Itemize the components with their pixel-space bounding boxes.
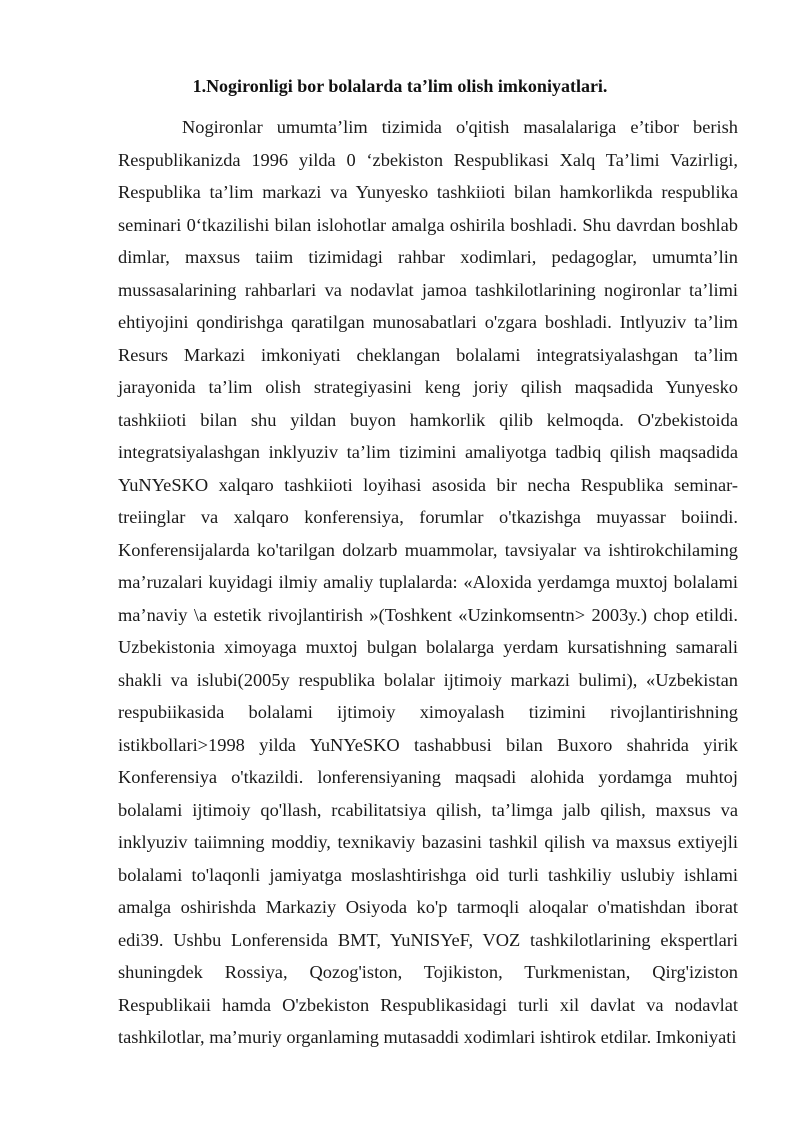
section-heading: 1.Nogironligi bor bolalarda ta’lim olish imkoniyatlari. <box>192 76 608 96</box>
body-paragraph: Nogironlar umumta’lim tizimida o'qitish masalalariga e’tibor berish Respublikanizda 1996 yilda 0 ‘zbekiston Respublikasi Xalq Ta’limi Vazirligi, Respublika ta’lim markazi va Yunyesko tashkiioti bilan hamkorlikda respublika seminari 0‘tkazilishi bilan islohotlar amalga oshirila boshladi. Shu davrdan boshlab dimlar, maxsus taiim tizimidagi rahbar xodimlari, pedagoglar, umumta’lin mussasalarining rahbarlari va nodavlat jamoa tashkilotlarining nogironlar ta’limi ehtiyojini qondirishga qaratilgan munosabatlari o'zgara boshladi. Intlyuziv ta’lim Resurs Markazi imkoniyati cheklangan bolalami integratsiyalashgan ta’lim jarayonida ta’lim olish strategiyasini keng joriy qilish maqsadida Yunyesko tashkiioti bilan shu yildan buyon hamkorlik qilib kelmoqda. O'zbekistoida integratsiyalashgan inklyuziv ta’lim tizimini amaliyotga tadbiq qilish maqsadida YuNYeSKO xalqaro tashkiioti loyihasi asosida bir necha Respublika seminar-treiinglar va xalqaro konferensiya, forumlar o'tkazishga muyassar boiindi. Konferensijalarda ko'tarilgan dolzarb muammolar, tavsiyalar va ishtirokchilaming ma’ruzalari kuyidagi ilmiy amaliy tuplalarda: «Aloxida yerdamga muxtoj bolalami ma’naviy \a estetik rivojlantirish »(Toshkent «Uzinkomsentn> 2003y.) chop etildi. Uzbekistonia ximoyaga muxtoj bulgan bolalarga yerdam kursatishning samarali shakli va islubi(2005y respublika bolalar ijtimoiy markazi bulimi), «Uzbekistan respubiikasida bolalami ijtimoiy ximoyalash tizimini rivojlantirishning istikbollari>1998 yilda YuNYeSKO tashabbusi bilan Buxoro shahrida yirik Konferensiya o'tkazildi. lonferensiyaning maqsadi alohida yordamga muhtoj bolalami ijtimoiy qo'llash, rcabilitatsiya qilish, ta’limga jalb qilish, maxsus va inklyuziv taiimning moddiy, texnikaviy bazasini tashkil qilish va maxsus extiyejli bolalami to'laqonli jamiyatga moslashtirishga oid turli tashkiliy uslubiy ishlami amalga oshirishda Markaziy Osiyoda ko'p tarmoqli aloqalar o'matishdan iborat edi39. Ushbu Lonferensida BMT, YuNISYeF, VOZ tashkilotlarining ekspertlari shuningdek Rossiya, Qozog'iston, Tojikiston, Turkmenistan, Qirg'iziston Respublikaii hamda O'zbekiston Respublikasidagi turli xil davlat va nodavlat tashkilotlar, ma’muriy organlaming mutasaddi xodimlari ishtirok etdilar. Imkoniyati <box>118 117 738 1047</box>
